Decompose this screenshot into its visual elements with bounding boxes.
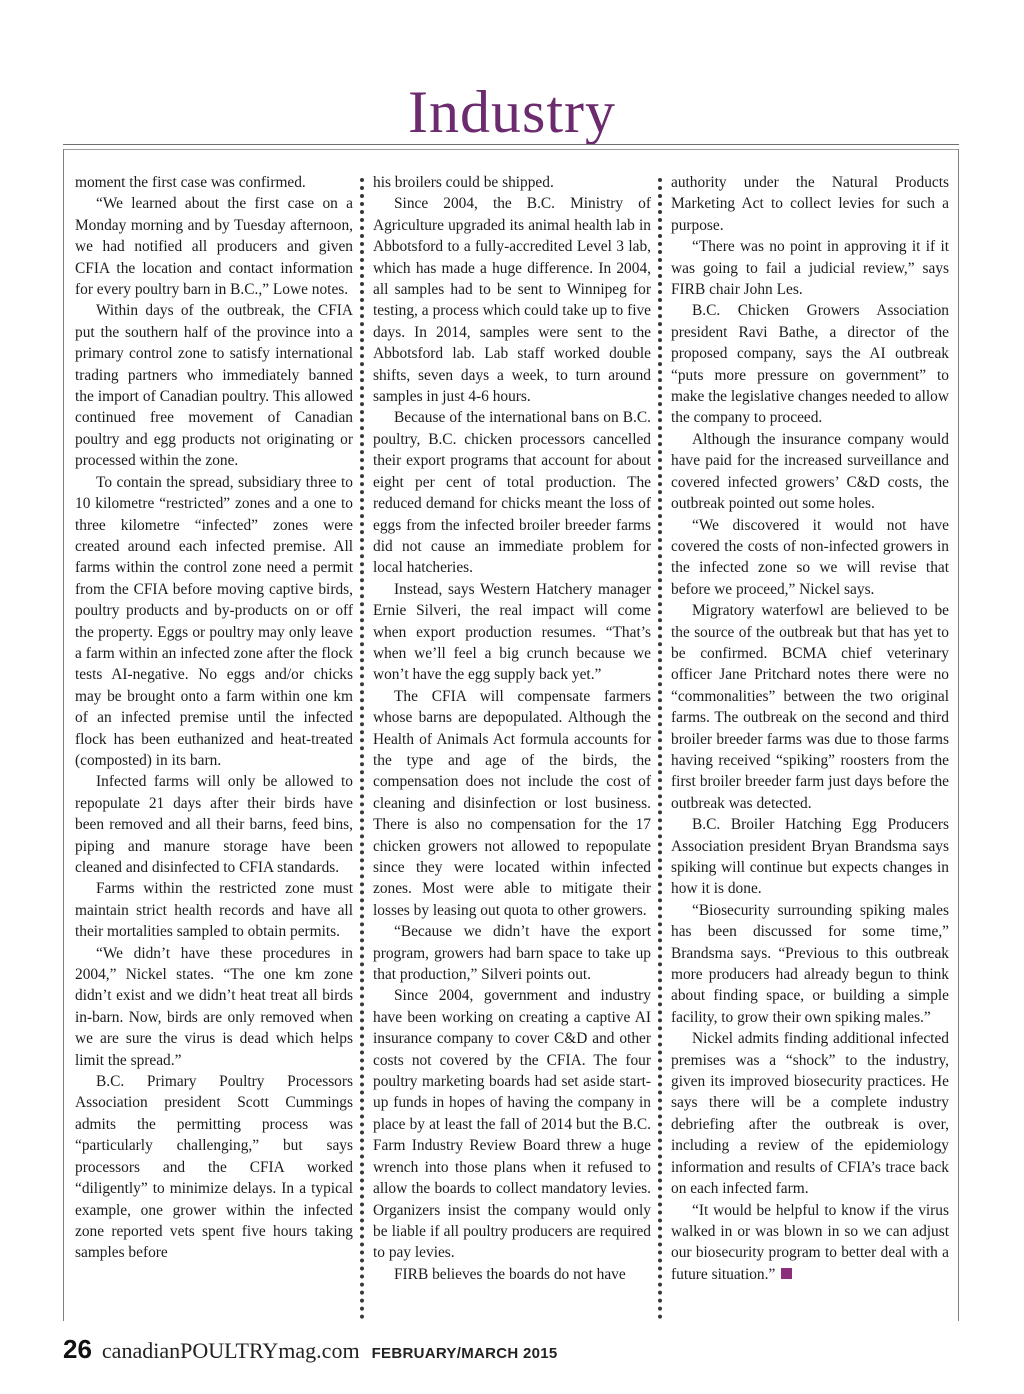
frame-right-border	[958, 149, 959, 1321]
paragraph: his broilers could be shipped.	[373, 174, 554, 191]
paragraph: Infected farms will only be allowed to repopulate 21 days after their birds have been removed and all their barns, feed bins, piping and manure storage have been cleaned and disinfected to CFIA standards.	[75, 773, 353, 876]
header-rule	[63, 144, 959, 145]
paragraph: Because of the international bans on B.C. poultry, B.C. chicken processors cancelled their export programs that account for about eight per cent of total production. The reduced demand for chicks meant the loss of eggs from the infected broiler breeder farms did not cause an immediate problem for local hatcheries.	[373, 409, 651, 577]
column-divider-dots	[360, 178, 364, 1320]
paragraph: B.C. Chicken Growers Association president Ravi Bathe, a director of the proposed company, says the AI outbreak “puts more pressure on government” to make the legislative changes needed to allow the company to proceed.	[671, 302, 949, 427]
paragraph: authority under the Natural Products Marketing Act to collect levies for such a purpose.	[671, 174, 949, 234]
paragraph: B.C. Primary Poultry Processors Association president Scott Cummings admits the permitting process was “particularly challenging,” but says processors and the CFIA worked “diligently” to minimize delays. In a typical example, one grower within the infected zone reported vets spent five hours taking samples before	[75, 1073, 353, 1262]
paragraph: moment the first case was confirmed.	[75, 174, 306, 191]
frame-left-border	[63, 149, 64, 1321]
column-divider-dots	[658, 178, 662, 1320]
section-title: Industry	[408, 79, 616, 145]
paragraph: Within days of the outbreak, the CFIA put the southern half of the province into a primary control zone to satisfy international trading partners who immediately banned the import of Canadian poultry. This allowed continued free movement of Canadian poultry and egg products not originating or processed within the zone.	[75, 302, 353, 470]
issue-date: FEBRUARY/MARCH 2015	[371, 1345, 558, 1362]
paragraph: “We didn’t have these procedures in 2004,” Nickel states. “The one km zone didn’t exist and we didn’t heat treat all birds in-barn. Now, birds are only removed when we are sure the virus is dead which helps limit the spread.”	[75, 944, 353, 1069]
paragraph-final	[671, 1200, 949, 1286]
article-column-3	[671, 172, 949, 1285]
article-column-1	[75, 172, 353, 1264]
end-mark-square-icon	[781, 1268, 792, 1279]
paragraph: FIRB believes the boards do not have	[394, 1265, 626, 1283]
paragraph: Nickel admits finding additional infected premises was a “shock” to the industry, given its improved biosecurity practices. He says there will be a complete industry debriefing after the outbreak is over, including a review of the epidemiology information and results of CFIA’s trace back on each infected farm.	[671, 1030, 949, 1198]
paragraph: Since 2004, the B.C. Ministry of Agriculture upgraded its animal health lab in Abbotsford to a fully-accredited Level 3 lab, which has made a huge difference. In 2004, all samples had to be sent to Winnipeg for testing, a process which could take up to five days. In 2014, samples were sent to the Abbotsford lab. Lab staff worked double shifts, seven days a week, to turn around samples in just 4-6 hours.	[373, 195, 651, 406]
paragraph: Although the insurance company would have paid for the increased surveillance and covered infected growers’ C&D costs, the outbreak pointed out some holes.	[671, 430, 949, 513]
header-rule-inner	[63, 149, 959, 150]
page-footer	[63, 1334, 558, 1364]
paragraph: The CFIA will compensate farmers whose barns are depopulated. Although the Health of Animals Act formula accounts for the type and age of the birds, the compensation does not include the cost of cleaning and disinfection or lost business. There is also no compensation for the 17 chicken growers not allowed to repopulate since they were located within infected zones. Most were able to mitigate their losses by leasing out quota to other growers.	[373, 687, 651, 919]
paragraph: Farms within the restricted zone must maintain strict health records and have all their mortalities sampled to obtain permits.	[75, 880, 353, 941]
paragraph: Instead, says Western Hatchery manager Ernie Silveri, the real impact will come when export production resumes. “That’s when we’ll feel a big crunch because we won’t have the egg supply back yet.”	[373, 580, 651, 684]
paragraph: Since 2004, government and industry have been working on creating a captive AI insurance company to cover C&D and other costs not covered by the CFIA. The four poultry marketing boards had set aside start-up funds in hopes of having the company in place by at least the fall of 2014 but the B.C. Farm Industry Review Board threw a huge wrench into those plans when it refused to allow the boards to collect mandatory levies. Organizers insist the company would only be liable if all poultry producers are required to pay levies.	[373, 987, 651, 1262]
paragraph-final-text: “It would be helpful to know if the virus walked in or was blown in so we can adjust our biosecurity program to better deal with a future situation.”	[671, 1201, 949, 1283]
paragraph: Migratory waterfowl are believed to be the source of the outbreak but that has yet to be confirmed. BCMA chief veterinary officer Jane Pritchard notes there were no “commonalities” between the two original farms. The outbreak on the second and third broiler breeder farms was due to those farms having received “spiking” roosters from the first broiler breeder farm just days before the outbreak was detected.	[671, 602, 949, 812]
paragraph: “Biosecurity surrounding spiking males has been discussed for some time,” Brandsma says. “Previous to this outbreak more producers had already begun to think about finding space, or building a simple facility, to grow their own spiking males.”	[671, 901, 949, 1026]
paragraph: To contain the spread, subsidiary three to 10 kilometre “restricted” zones and a one to three kilometre “infected” zones were created around each infected premise. All farms within the control zone need a permit from the CFIA before moving captive birds, poultry products and by-products on or off the property. Eggs or poultry may only leave a farm within an infected zone after the flock tests AI-negative. No eggs and/or chicks may be brought onto a farm within one km of an infected premise until the infected flock has been euthanized and heat-treated (composted) in its barn.	[75, 473, 353, 769]
article-column-2	[373, 172, 651, 1285]
paragraph: “We discovered it would not have covered the costs of non-infected growers in the infected zone so we will revise that before we proceed,” Nickel says.	[671, 516, 949, 598]
paragraph: “We learned about the first case on a Monday morning and by Tuesday afternoon, we had notified all producers and given CFIA the location and contact information for every poultry barn in B.C.,” Lowe notes.	[75, 195, 353, 299]
paragraph: B.C. Broiler Hatching Egg Producers Association president Bryan Brandsma says spiking will continue but expects changes in how it is done.	[671, 816, 949, 898]
paragraph: “There was no point in approving it if it was going to fail a judicial review,” says FIRB chair John Les.	[671, 238, 949, 299]
page-number: 26	[63, 1334, 92, 1364]
magazine-website: canadianPOULTRYmag.com	[101, 1338, 360, 1363]
paragraph: “Because we didn’t have the export program, growers had barn space to take up that production,” Silveri points out.	[373, 923, 651, 984]
